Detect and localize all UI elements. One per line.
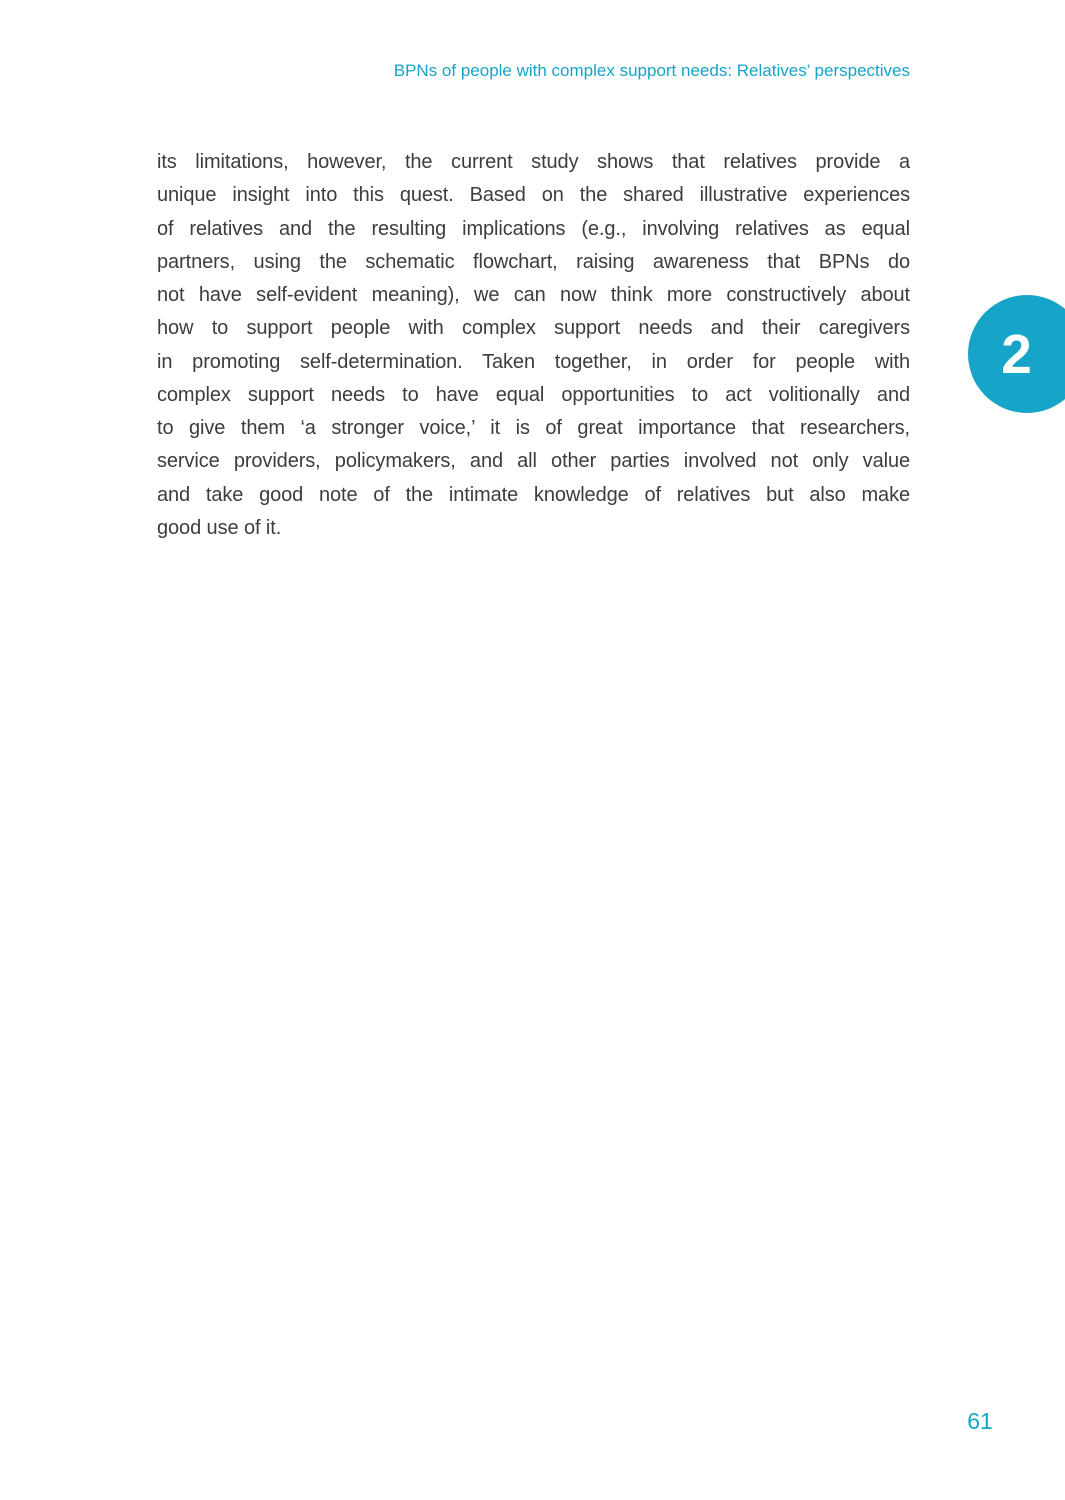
paragraph-line: in promoting self-determination. Taken together, in order for people with xyxy=(157,350,910,373)
paragraph-line: and take good note of the intimate knowledge of relatives but also make xyxy=(157,483,910,506)
chapter-tab xyxy=(968,295,1065,413)
paragraph-line: partners, using the schematic flowchart, raising awareness that BPNs do xyxy=(157,250,910,273)
paragraph-line: service providers, policymakers, and all other parties involved not only value xyxy=(157,450,910,473)
chapter-number: 2 xyxy=(1001,322,1032,385)
paragraph-line: of relatives and the resulting implications (e.g., involving relatives as equal xyxy=(157,217,910,240)
paragraph-line: how to support people with complex support needs and their caregivers xyxy=(157,317,910,340)
paragraph-line: not have self-evident meaning), we can now think more constructively about xyxy=(157,284,910,307)
page-number: 61 xyxy=(967,1408,993,1434)
paragraph-line: unique insight into this quest. Based on the shared illustrative experiences xyxy=(157,184,910,207)
paragraph-line: its limitations, however, the current study shows that relatives provide a xyxy=(157,151,910,173)
paragraph-line: complex support needs to have equal opportunities to act volitionally and xyxy=(157,383,910,406)
paragraph-line: good use of it. xyxy=(157,516,282,539)
running-head: BPNs of people with complex support needs: Relatives’ perspectives xyxy=(393,61,910,80)
paragraph-line: to give them ‘a stronger voice,’ it is of great importance that researchers, xyxy=(157,417,910,440)
paragraph xyxy=(157,146,910,545)
chapter-number-wrap xyxy=(968,295,1065,413)
